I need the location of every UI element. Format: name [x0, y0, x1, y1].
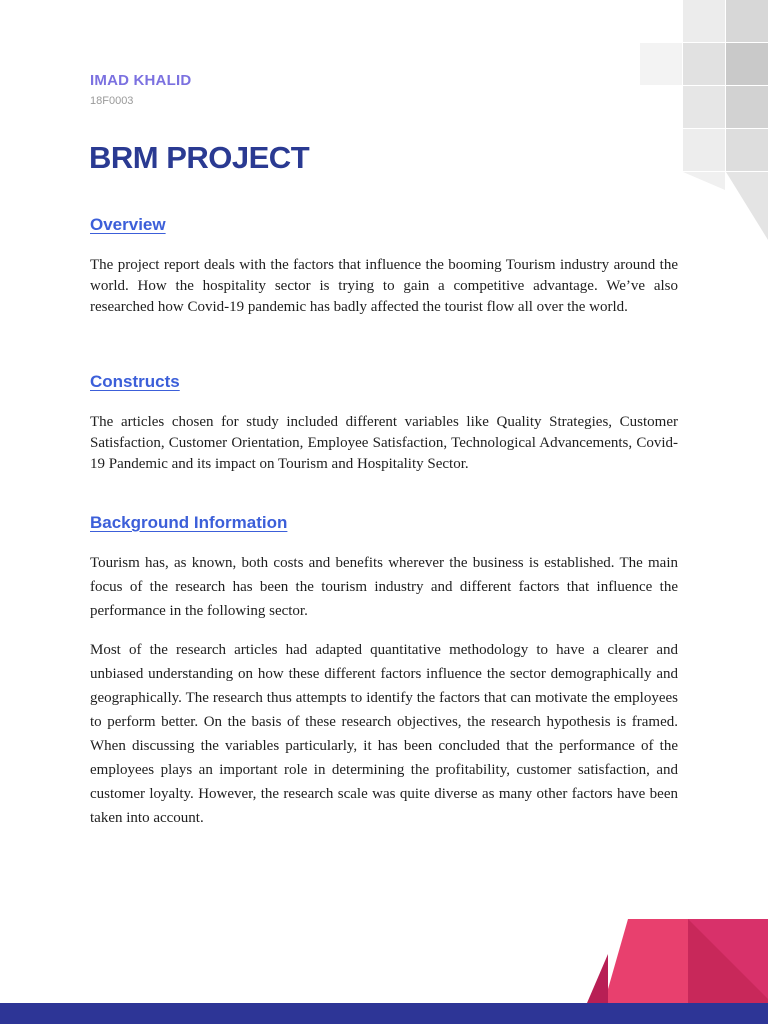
- decorative-squares-top-right: [568, 0, 768, 240]
- overview-paragraph: The project report deals with the factors that influence the booming Tourism industry around the world. How the hospitality sector is trying to gain a competitive advantage. We’ve also researched how Covid-19 pandemic has badly affected the tourist flow all over the world.: [90, 257, 678, 315]
- background-paragraph-1: Tourism has, as known, both costs and benefits wherever the business is established. The main focus of the research has been the tourism industry and different factors that influence the performance in the following sector.: [90, 555, 678, 619]
- document-title: BRM PROJECT: [89, 140, 310, 175]
- background-paragraph-2: Most of the research articles had adapted quantitative methodology to have a clearer and unbiased understanding on how these different factors influence the sector demographically and geographically. The research thus attempts to identify the factors that can motivate the employees to perform better. On the basis of these research objectives, the research hypothesis is framed. When discussing the variables particularly, it has been concluded that the performance of the employees plays an important role in determining the profitability, customer satisfaction, and customer loyalty. However, the research scale was quite diverse as many other factors have been taken into account.: [90, 642, 678, 826]
- student-id: 18F0003: [90, 95, 134, 107]
- background-heading: Background Information: [90, 513, 288, 532]
- bottom-bar: [0, 1003, 768, 1024]
- constructs-paragraph: The articles chosen for study included different variables like Quality Strategies, Customer Satisfaction, Customer Orientation, Employee Satisfaction, Technological Advancements, Covid-19 Pandemic and its impact on Tourism and Hospitality Sector.: [90, 414, 678, 472]
- author-name: IMAD KHALID: [90, 72, 192, 89]
- constructs-heading: Constructs: [90, 372, 180, 391]
- overview-heading: Overview: [90, 215, 166, 234]
